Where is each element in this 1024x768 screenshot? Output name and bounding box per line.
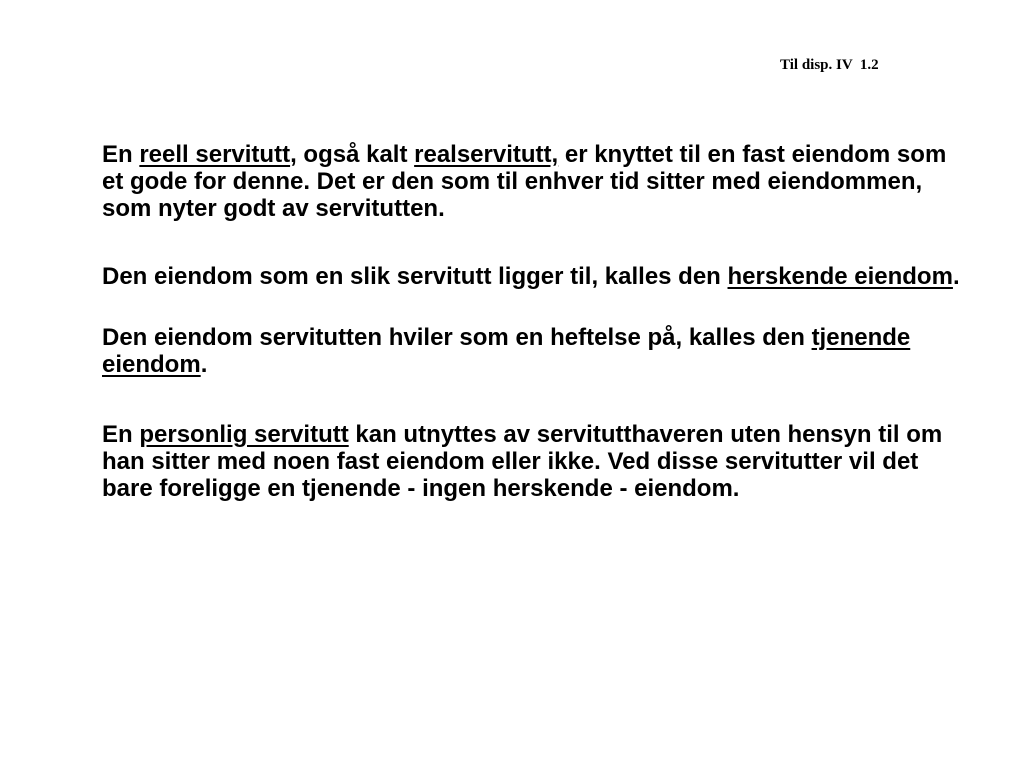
text-segment: er knyttet til en fast eiendom som et gode for denne. Det er den som til enhver tid sitter med eiendommen, som nyter godt av servitutten. — [102, 141, 947, 222]
text-segment: , også kalt — [290, 141, 415, 168]
text-segment: kan utnyttes av servitutthaveren uten hensyn til om han sitter med noen fast eiendom eller ikke. Ved disse servitutter vil det bare foreligge en tjenende - ingen herskende - eiendom. — [102, 421, 943, 502]
paragraph-tjenende-eiendom — [102, 324, 962, 378]
paragraph-reell-servitutt — [102, 141, 962, 222]
text-segment: . — [952, 263, 960, 290]
slide-reference-label: Til disp. IV 1.2 — [780, 57, 879, 73]
text-segment: Den eiendom som en slik servitutt ligger til, kalles den — [102, 263, 728, 290]
paragraph-personlig-servitutt — [102, 421, 962, 502]
text-segment: En — [102, 421, 140, 448]
paragraph-herskende-eiendom — [102, 263, 962, 290]
text-segment: En — [102, 141, 140, 168]
term-personlig-servitutt: personlig servitutt — [139, 421, 349, 448]
text-segment: Den eiendom servitutten hviler som en heftelse på, kalles den — [102, 324, 812, 351]
term-reell-servitutt: reell servitutt — [139, 141, 291, 168]
term-realservitutt: realservitutt, — [414, 141, 559, 168]
text-segment: . — [200, 351, 208, 378]
term-tjenende-eiendom: tjenende eiendom — [102, 324, 911, 378]
term-herskende-eiendom: herskende eiendom — [727, 263, 953, 290]
